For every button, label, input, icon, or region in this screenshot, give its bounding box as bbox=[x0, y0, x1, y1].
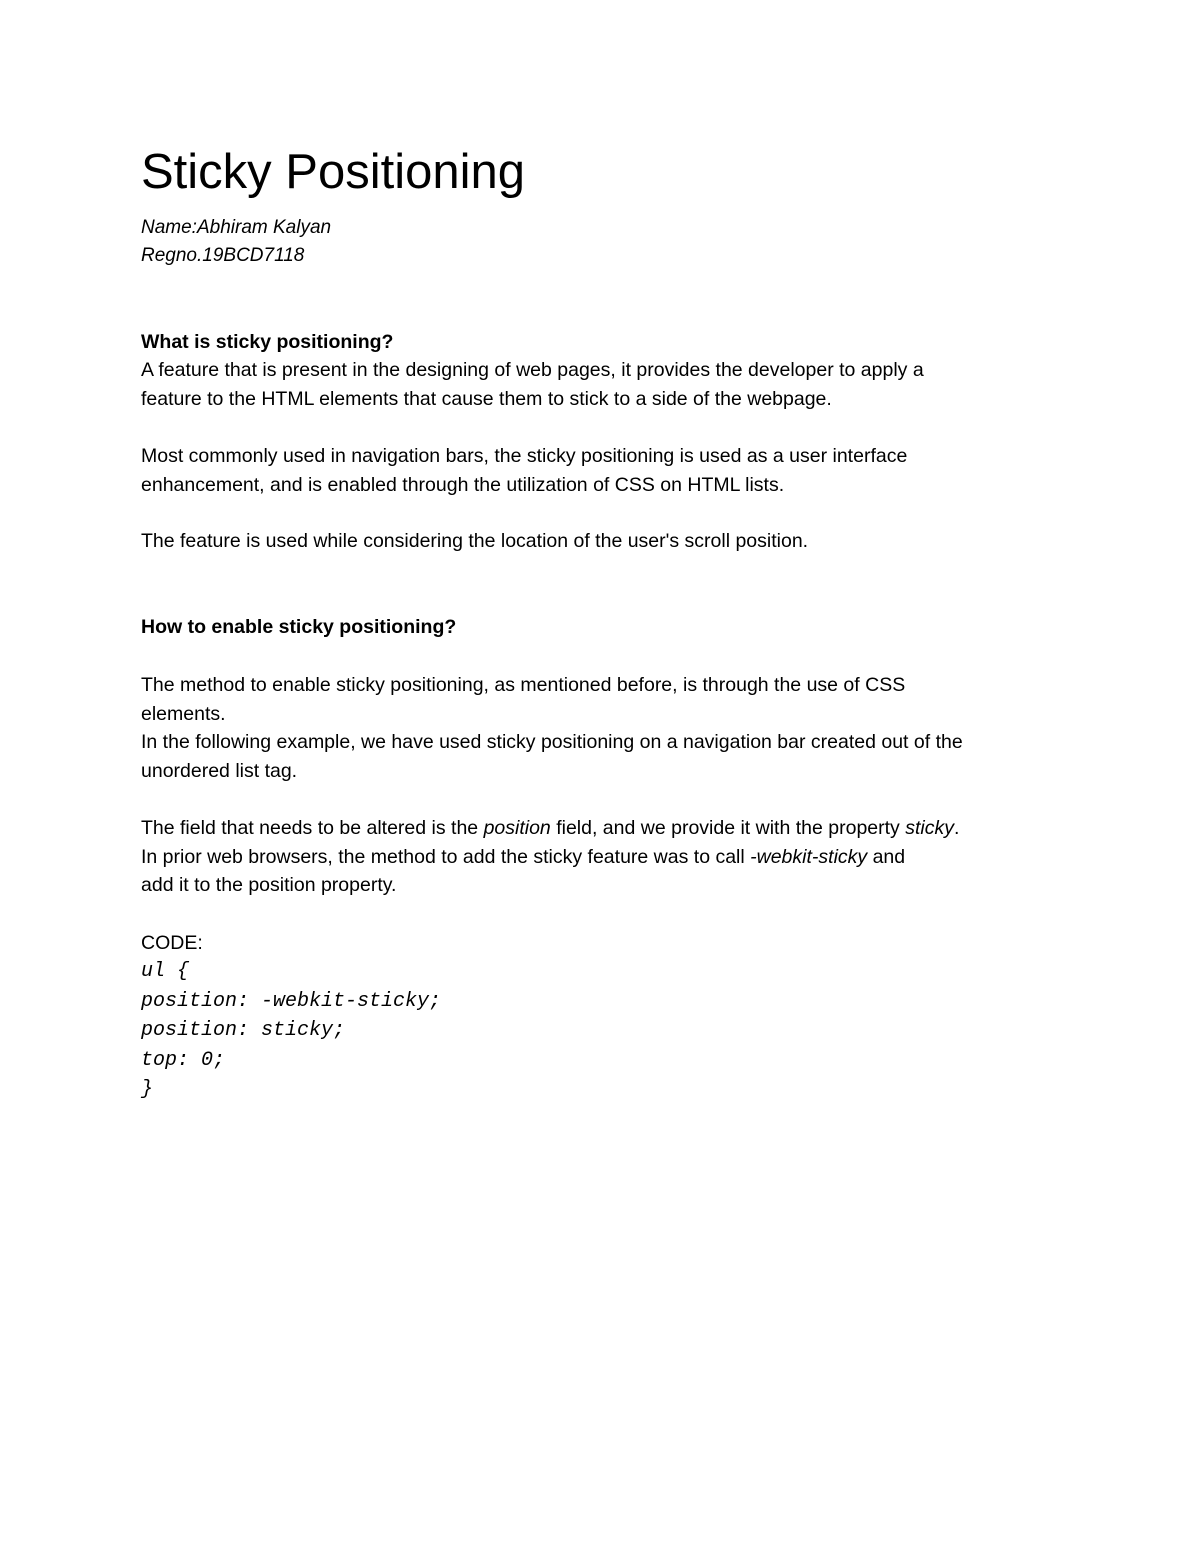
text-line bbox=[141, 814, 1071, 843]
section1-paragraph-1 bbox=[141, 356, 1071, 413]
text-line: In the following example, we have used sticky positioning on a navigation bar created out of the bbox=[141, 731, 963, 753]
document-title: Sticky Positioning bbox=[141, 145, 526, 199]
section1-paragraph-2 bbox=[141, 442, 1071, 499]
code-line: position: -webkit-sticky; bbox=[141, 989, 442, 1013]
text-line: elements. bbox=[141, 702, 226, 725]
text-line bbox=[141, 843, 1071, 872]
text-run: In prior web browsers, the method to add the sticky feature was to call bbox=[141, 845, 751, 868]
text-line: Most commonly used in navigation bars, the sticky positioning is used as a user interface bbox=[141, 445, 908, 467]
text-line: unordered list tag. bbox=[141, 759, 298, 782]
text-run: The field that needs to be altered is the bbox=[141, 817, 484, 839]
text-line: A feature that is present in the designing of web pages, it provides the developer to apply a bbox=[141, 359, 924, 381]
section2-paragraph-1 bbox=[141, 671, 1071, 785]
section2-paragraph-2 bbox=[141, 814, 1071, 900]
emphasis-position: position bbox=[483, 817, 551, 839]
text-line: add it to the position property. bbox=[141, 874, 397, 896]
text-line: feature to the HTML elements that cause them to stick to a side of the webpage. bbox=[141, 387, 832, 410]
text-line: The feature is used while considering the location of the user's scroll position. bbox=[141, 530, 809, 552]
section-heading-how-to: How to enable sticky positioning? bbox=[141, 616, 457, 638]
code-label: CODE: bbox=[141, 932, 203, 954]
code-line: top: 0; bbox=[141, 1048, 226, 1072]
section-heading-what-is: What is sticky positioning? bbox=[141, 331, 394, 353]
emphasis-sticky: sticky bbox=[905, 817, 954, 839]
text-run: . bbox=[953, 817, 960, 839]
code-line: position: sticky; bbox=[141, 1019, 346, 1042]
code-block bbox=[141, 957, 441, 1105]
text-run: and bbox=[867, 845, 906, 868]
registration-number: Regno.19BCD7118 bbox=[141, 245, 305, 266]
text-run: field, and we provide it with the property bbox=[550, 817, 906, 839]
code-line: } bbox=[141, 1078, 154, 1101]
emphasis-webkit-sticky: -webkit-sticky bbox=[750, 845, 868, 868]
section1-paragraph-3 bbox=[141, 527, 1071, 556]
text-line: enhancement, and is enabled through the utilization of CSS on HTML lists. bbox=[141, 473, 785, 496]
code-line: ul { bbox=[141, 960, 190, 983]
text-line: The method to enable sticky positioning, as mentioned before, is through the use of CSS bbox=[141, 674, 906, 696]
author-name: Name:Abhiram Kalyan bbox=[141, 217, 332, 238]
